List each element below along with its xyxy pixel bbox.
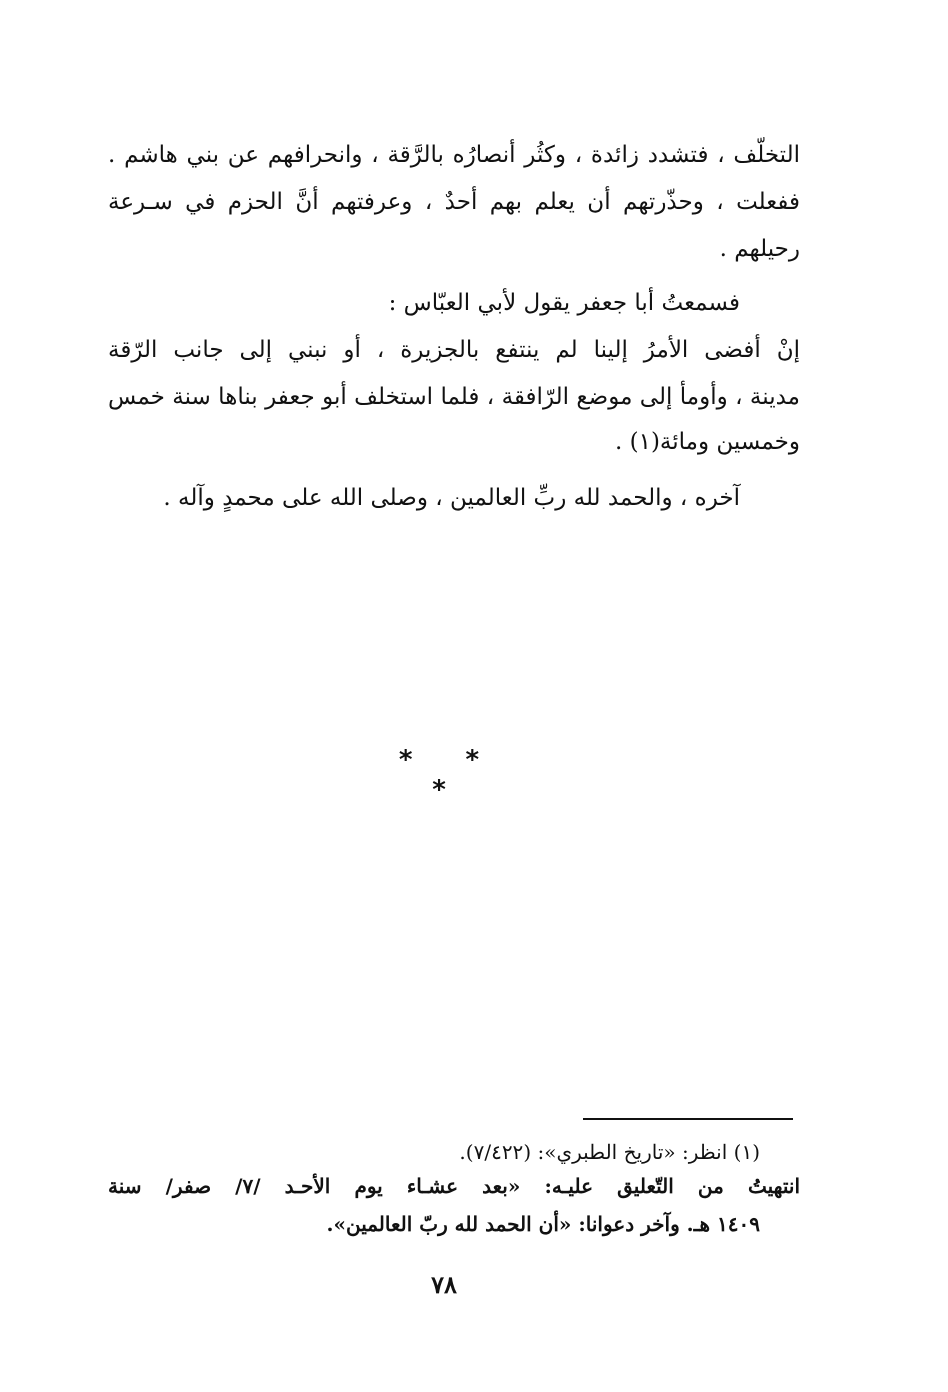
body-line-7: وخمسين ومائة(١) .: [614, 429, 800, 455]
footnote-note-line-1: انتهيتُ من التّعليق عليـه: «بعد عشـاء يوم الأحـد /٧/ صفر/ سنة: [108, 1174, 801, 1198]
section-separator: * * *: [398, 745, 502, 805]
body-line-2: ففعلت ، وحذّرتهم أن يعلم بهم أحدٌ ، وعرفتهم أنَّ الحزم في سـرعة: [108, 189, 800, 215]
footnote-note-line-2: ١٤٠٩ هـ. وآخر دعوانا: «أن الحمد لله ربّ العالمين».: [326, 1212, 760, 1236]
body-line-5: إنْ أفضى الأمرُ إلينا لم ينتفع بالجزيرة ، أو نبني إلى جانب الرّقة: [108, 337, 800, 363]
footnote-rule: [583, 1118, 793, 1120]
body-line-8: آخره ، والحمد لله ربِّ العالمين ، وصلى الله على محمدٍ وآله .: [163, 485, 740, 511]
body-line-3: رحيلهم .: [719, 236, 800, 262]
footnote-reference: (١) انظر: «تاريخ الطبري»: (٧/٤٢٢).: [459, 1140, 760, 1164]
body-line-1: التخلّف ، فتشدد زائدة ، وكثُر أنصارُه بالرَّقة ، وانحرافهم عن بني هاشم .: [108, 142, 800, 168]
body-line-6: مدينة ، وأومأ إلى موضع الرّافقة ، فلما استخلف أبو جعفر بناها سنة خمس: [108, 384, 800, 410]
page-number: ٧٨: [431, 1270, 457, 1299]
body-line-4: فسمعتُ أبا جعفر يقول لأبي العبّاس :: [388, 290, 740, 316]
